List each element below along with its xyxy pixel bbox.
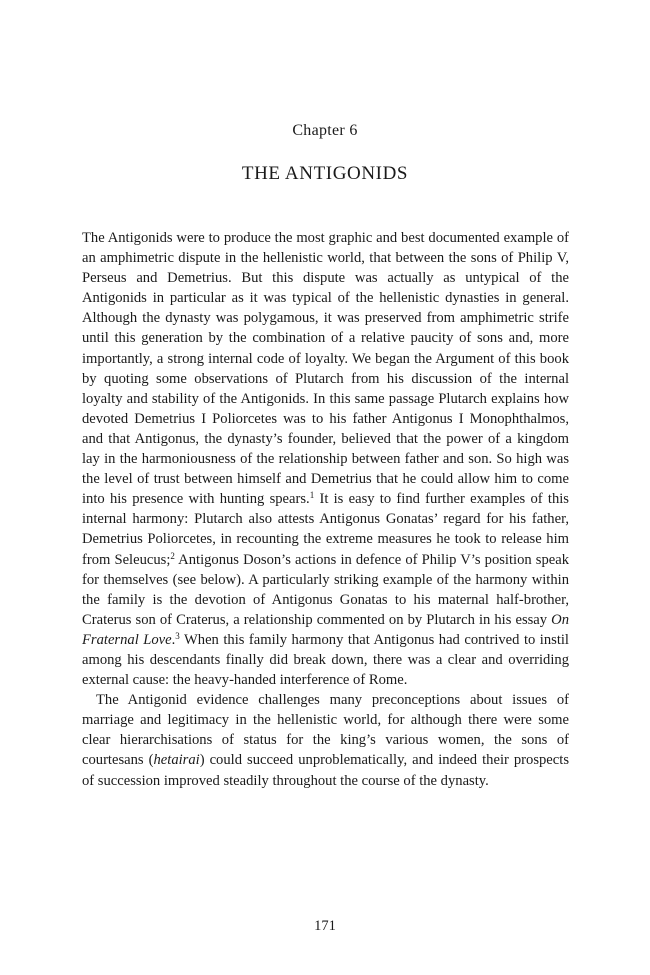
paragraph-1-text-d: When this family harmony that Antigonus had contrived to instil among his descendants finally did break down, there was a clear and overriding external cause: the heavy-handed interference of Rome. <box>82 631 569 689</box>
greek-term: hetairai <box>153 752 200 769</box>
chapter-title: THE ANTIGONIDS <box>241 163 409 184</box>
body-text <box>82 228 569 791</box>
work-title: On Fraternal Love <box>82 611 569 648</box>
chapter-number: Chapter 6 <box>292 122 358 139</box>
paragraph-1 <box>82 228 569 690</box>
paragraph-1-text-b: It is easy to find further examples of this internal harmony: Plutarch also attests Antigonus Gonatas’ regard for his father, Demetrius Poliorcetes, in recounting the extreme measures he took to release him from Seleucus; <box>82 491 569 568</box>
paragraph-1-text-c: Antigonus Doson’s actions in defence of Philip V’s position speak for themselves (see below). A particularly striking example of the harmony within the family is the devotion of Antigonus Gonatas to his maternal half-brother, Craterus son of Craterus, a relationship commented on by Plutarch in his essay <box>82 551 569 628</box>
paragraph-2 <box>82 690 569 790</box>
paragraph-2-text-b: ) could succeed unproblematically, and indeed their prospects of succession improved steadily throughout the course of the dynasty. <box>82 752 569 789</box>
footnote-ref-1: 1 <box>309 490 315 501</box>
footnote-ref-2: 2 <box>170 550 175 561</box>
page-number: 171 <box>314 918 336 934</box>
paragraph-2-text-a: The Antigonid evidence challenges many preconceptions about issues of marriage and legitimacy in the hellenistic world, for although there were some clear hierarchisations of status for the king’s various women, the sons of courtesans ( <box>82 692 569 769</box>
footnote-ref-3: 3 <box>175 630 180 641</box>
paragraph-1-text-a: The Antigonids were to produce the most graphic and best documented example of an amphimetric dispute in the hellenistic world, that between the sons of Philip V, Perseus and Demetrius. But this dispute was actually as untypical of the Antigonids in particular as it was typical of the hellenistic dynasties in general. Although the dynasty was polygamous, it was preserved from amphimetric strife until this generation by the combination of a relative paucity of sons and, more importantly, a strong internal code of loyalty. We began the Argument of this book by quoting some observations of Plutarch from his discussion of the internal loyalty and stability of the Antigonids. In this same passage Plutarch explains how devoted Demetrius I Poliorcetes was to his father Antigonus I Monophthalmos, and that Antigonus, the dynasty’s founder, believed that the power of a kingdom lay in the harmoniousness of the relationship between father and son. So high was the level of trust between himself and Demetrius that he could allow him to come into his presence with hunting spears. <box>82 230 569 508</box>
punctuation: . <box>171 631 176 648</box>
